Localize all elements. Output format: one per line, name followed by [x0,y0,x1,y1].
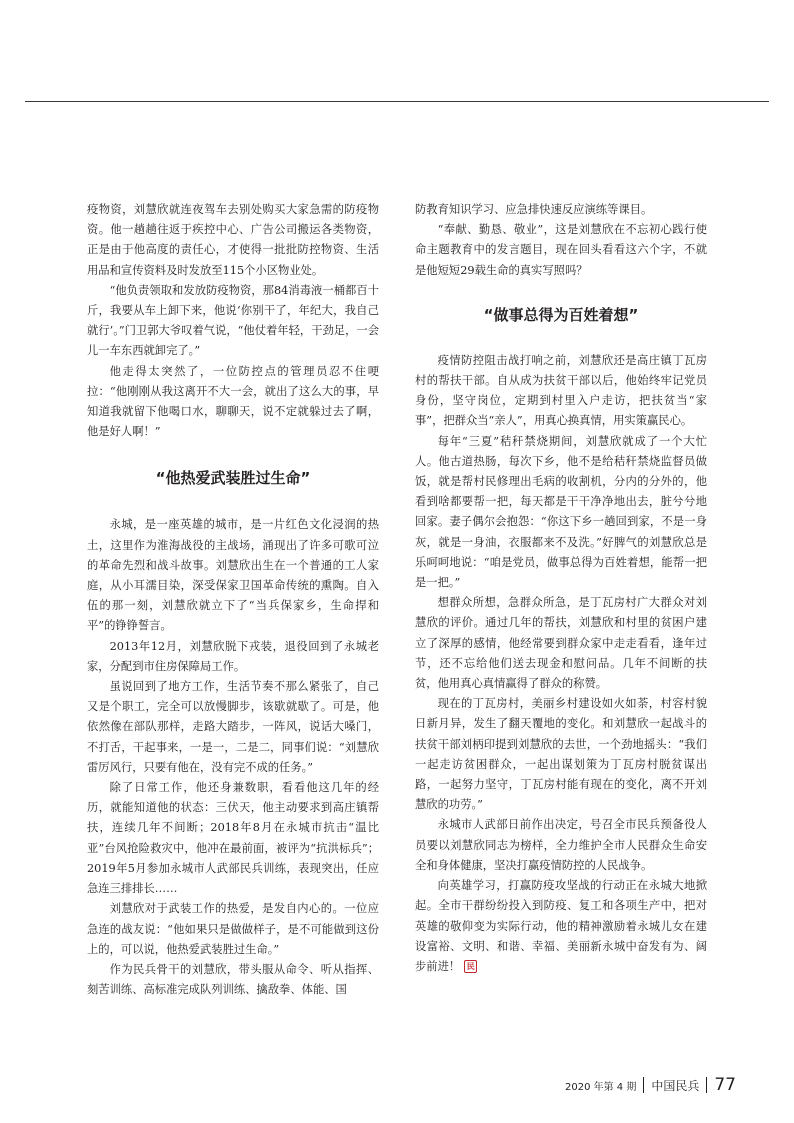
paragraph: 永城，是一座英雄的城市，是一片红色文化浸润的热土，这里作为淮海战役的主战场，涌现出了许多可歌可泣的革命先烈和战斗故事。刘慧欣出生在一个普通的工人家庭，从小耳濡目染，深受保家卫国革命传统的熏陶。自入伍的那一刻，刘慧欣就立下了“当兵保家乡，生命捍和平”的铮铮誓言。 [87,518,379,633]
paragraph: 想群众所想，急群众所急，是丁瓦房村广大群众对刘慧欣的评价。通过几年的帮扶，刘慧欣和村里的贫困户建立了深厚的感情，他经常要到群众家中走走看看，逢年过节，还不忘给他们送去现金和慰问品。几年不间断的扶贫，他用真心真情赢得了群众的称赞。 [415,596,707,691]
paragraph: 疫物资，刘慧欣就连夜驾车去别处购买大家急需的防疫物资。他一趟趟往返于疾控中心、广告公司搬运各类物资，正是由于他高度的责任心，才使得一批批防控物资、生活用品和宣传资料及时发放至115个小区物业处。 [87,203,379,277]
footer-divider [706,1077,707,1093]
paragraph: 现在的丁瓦房村，美丽乡村建设如火如荼，村容村貌日新月异，发生了翻天覆地的变化。和刘慧欣一起战斗的扶贫干部刘柄印提到刘慧欣的去世，一个劲地摇头：“我们一起走访贫困群众，一起出谋划策为丁瓦房村脱贫谋出路，一起努力坚守，丁瓦房村能有现在的变化，离不开刘慧欣的功劳。” [415,697,707,812]
end-of-article-icon: 民 [464,960,477,973]
paragraph: 他走得太突然了，一位防控点的管理员忍不住哽拉：“他刚刚从我这离开不大一会，就出了这么大的事，早知道我就留下他喝口水，聊聊天，说不定就躲过去了啊，他是好人啊！” [87,364,379,439]
paragraph: 疫情防控阻击战打响之前，刘慧欣还是高庄镇丁瓦房村的帮扶干部。自从成为扶贫干部以后，他始终牢记党员身份，坚守岗位，定期到村里入户走访，把扶贫当“家事”，把群众当“亲人”，用真心换真情，用实策赢民心。 [415,353,707,428]
page-number: 77 [714,1075,736,1095]
paragraph: “奉献、勤恳、敬业”，这是刘慧欣在不忘初心践行使命主题教育中的发言题目，现在回头看看这六个字，不就是他短短29载生命的真实写照吗？ [415,223,707,277]
paragraph: 永城市人武部日前作出决定，号召全市民兵预备役人员要以刘慧欣同志为榜样，全力维护全市人民群众生命安全和身体健康，坚决打赢疫情防控的人民战争。 [415,818,707,872]
paragraph: 除了日常工作，他还身兼数职，看看他这几年的经历，就能知道他的状态：三伏天，他主动要求到高庄镇帮扶，连续几年不间断；2018年8月在永城市抗击“温比亚”台风抢险救灾中，他冲在最前面，被评为“抗洪标兵”；2019年5月参加永城市人武部民兵训练，表现突出，任应急连三排排长…… [87,781,379,896]
paragraph: “他负责领取和发放防疫物资，那84消毒液一桶都百十斤，我要从车上卸下来，他说‘你别干了，年纪大，我自己就行’。”门卫郭大爷叹着气说，“他仗着年轻，干劲足，一会儿一车东西就卸完了。” [87,283,379,358]
section-heading: “他热爱武装胜过生命” [155,469,311,488]
paragraph: 2013年12月，刘慧欣脱下戎装，退役回到了永城老家，分配到市住房保障局工作。 [87,639,379,673]
section-heading: “做事总得为百姓着想” [483,305,639,324]
paragraph-text: 向英雄学习，打赢防疫攻坚战的行动正在永城大地掀起。全市干群纷纷投入到防疫、复工和各项生产中，把对英雄的敬仰变为实际行动，他的精神激励着永城儿女在建设富裕、文明、和谐、幸福、美丽新永城中奋发有为、阔步前进！ [415,879,707,973]
page-footer [565,1074,736,1096]
paragraph: 每年“三夏”秸秆禁烧期间，刘慧欣就成了一个大忙人。他古道热肠，每次下乡，他不是给秸秆禁烧监督员做饭，就是帮村民修理出毛病的收割机，分内的分外的，他看到啥都要帮一把，每天都是干干净净地出去，脏兮兮地回家。妻子偶尔会抱怨：“你这下乡一趟回到家，不是一身灰，就是一身油，衣服都来不及洗。”好脾气的刘慧欣总是乐呵呵地说：“咱是党员，做事总得为百姓着想，能帮一把是一把。” [415,434,707,590]
article-column-right [415,200,707,977]
footer-divider [643,1077,644,1093]
paragraph: 虽说回到了地方工作，生活节奏不那么紧张了，自己又是个职工，完全可以放慢脚步，该歇就歇了。可是，他依然像在部队那样，走路大踏步，一阵风，说话大嗓门，不打舌，干起事来，一是一，二是二，同事们说：“刘慧欣雷厉风行，只要有他在，没有完不成的任务。” [87,680,379,774]
paragraph: 作为民兵骨干的刘慧欣，带头服从命令、听从指挥、刻苦训练、高标准完成队列训练、擒敌拳、体能、国 [87,962,379,997]
header-rule [25,101,769,102]
magazine-name: 中国民兵 [651,1078,700,1093]
paragraph-final [415,876,707,977]
paragraph: 刘慧欣对于武装工作的热爱，是发自内心的。一位应急连的战友说：“他如果只是做做样子，是不可能做到这份上的，可以说，他热爱武装胜过生命。” [87,902,379,956]
issue-label: 2020 年第 4 期 [564,1081,637,1093]
paragraph: 防教育知识学习、应急排快速反应演练等课目。 [415,203,653,216]
article-column-left [87,200,379,1000]
